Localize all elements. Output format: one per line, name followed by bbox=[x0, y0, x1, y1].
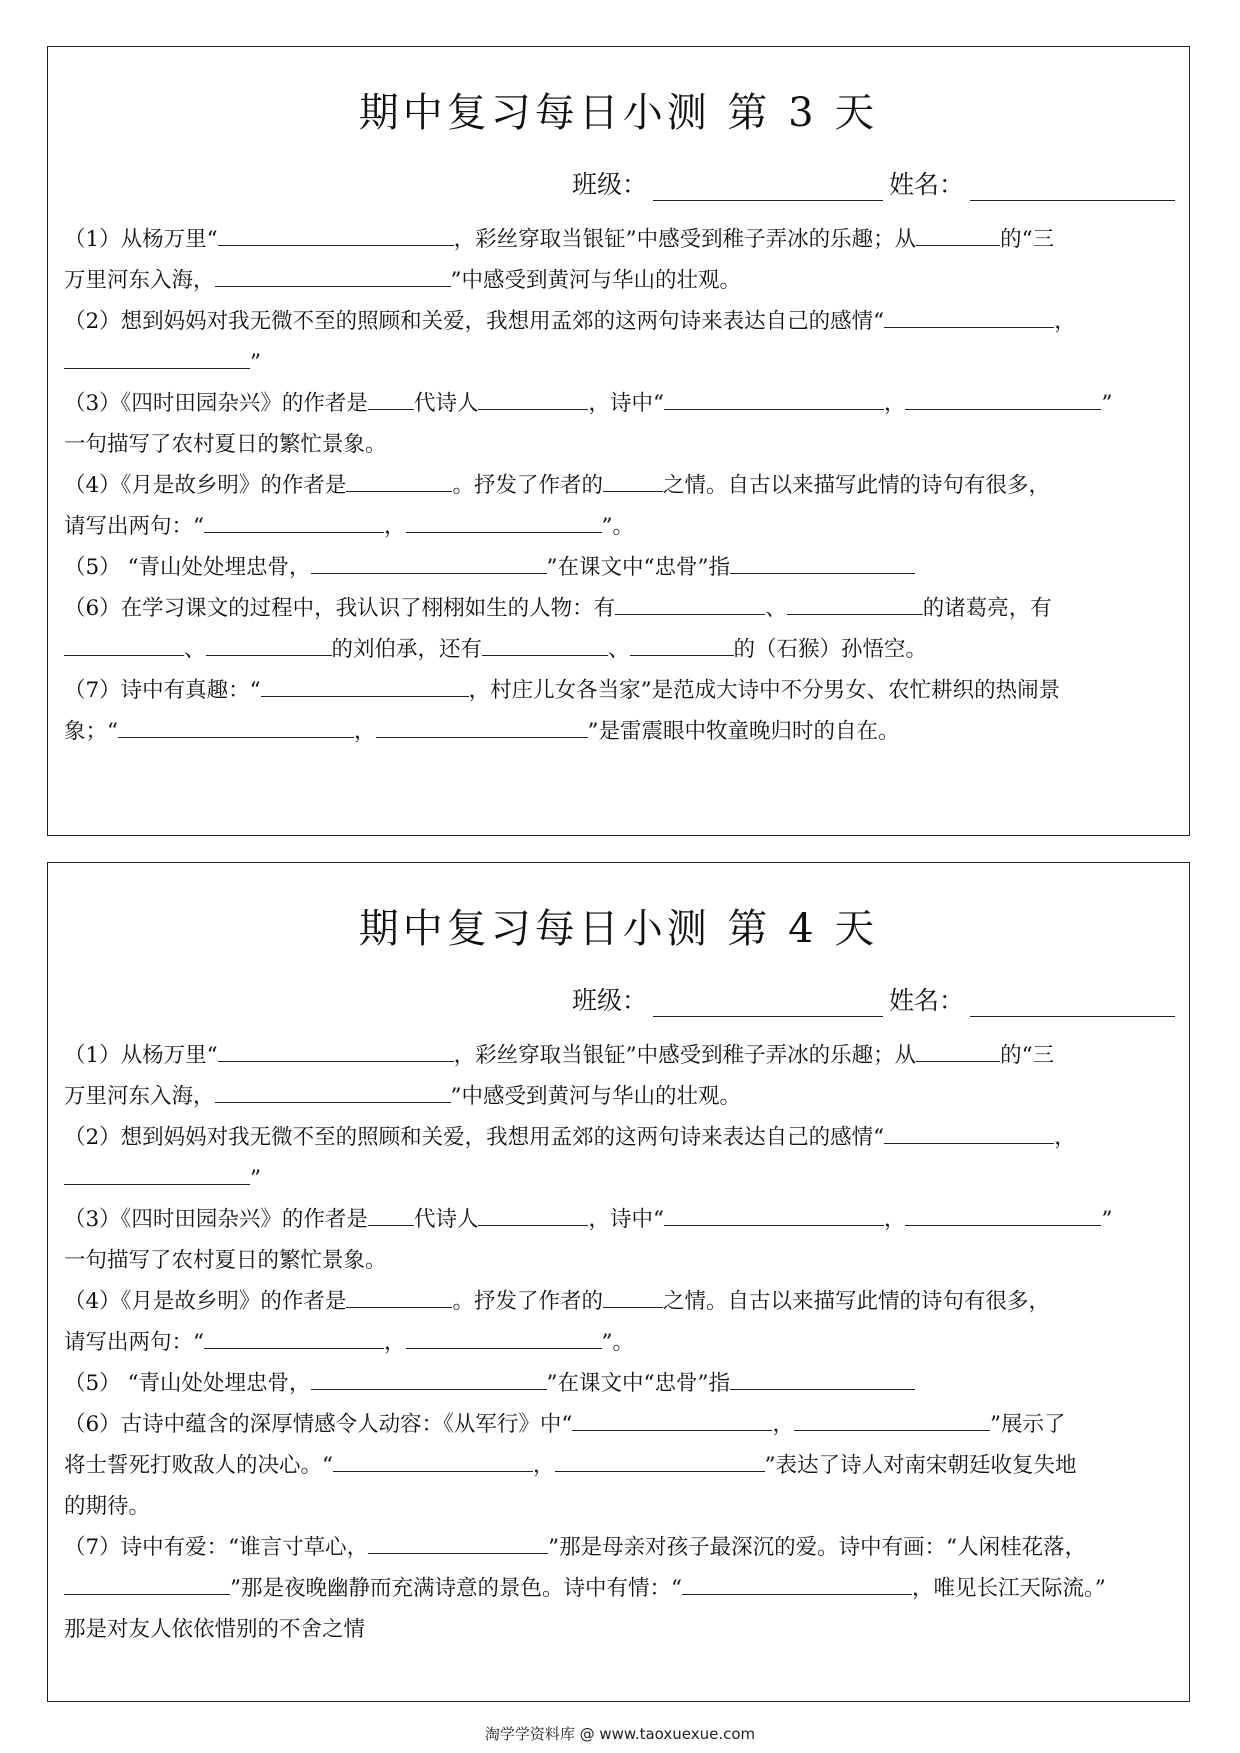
answer-blank[interactable] bbox=[346, 1283, 452, 1308]
answer-blank[interactable] bbox=[884, 1119, 1054, 1144]
question-text: ，诗中“ bbox=[588, 391, 664, 416]
question-list bbox=[64, 219, 1177, 752]
answer-blank[interactable] bbox=[905, 385, 1101, 410]
question-text: 。抒发了作者的 bbox=[452, 473, 603, 498]
question-4 bbox=[64, 1281, 1177, 1322]
answer-blank[interactable] bbox=[64, 1160, 250, 1185]
question-5 bbox=[64, 1363, 1177, 1404]
question-text: ， bbox=[384, 1330, 406, 1355]
question-2 bbox=[64, 1117, 1177, 1158]
answer-blank[interactable] bbox=[884, 303, 1054, 328]
answer-blank[interactable] bbox=[794, 1406, 990, 1431]
question-1 bbox=[64, 1035, 1177, 1076]
name-label: 姓名： bbox=[888, 170, 964, 199]
question-text: 一句描写了农村夏日的繁忙景象。 bbox=[64, 432, 387, 457]
question-1 bbox=[64, 219, 1177, 260]
answer-blank[interactable] bbox=[555, 1447, 765, 1472]
question-text: 将士誓死打败敌人的决心。“ bbox=[64, 1453, 333, 1478]
question-7-cont-2 bbox=[64, 1609, 1177, 1650]
question-text: ， bbox=[883, 391, 906, 416]
answer-blank[interactable] bbox=[368, 1201, 414, 1226]
answer-blank[interactable] bbox=[787, 590, 923, 615]
question-text: ”在课文中“忠骨”指 bbox=[546, 555, 730, 580]
question-7-cont bbox=[64, 1568, 1177, 1609]
question-text: ”是雷震眼中牧童晚归时的自在。 bbox=[587, 719, 900, 744]
question-text: ”在课文中“忠骨”指 bbox=[546, 1371, 730, 1396]
answer-blank[interactable] bbox=[64, 344, 250, 369]
question-text: （4）《月是故乡明》的作者是 bbox=[64, 1289, 347, 1314]
answer-blank[interactable] bbox=[682, 1570, 912, 1595]
question-text: ”中感受到黄河与华山的壮观。 bbox=[450, 1084, 742, 1109]
question-text: ， bbox=[772, 1412, 794, 1437]
question-text: 的（石猴）孙悟空。 bbox=[733, 637, 928, 662]
answer-blank[interactable] bbox=[478, 1201, 588, 1226]
question-text: ， bbox=[1054, 309, 1076, 334]
question-text: 的期待。 bbox=[64, 1494, 151, 1519]
question-text: （3）《四时田园杂兴》的作者是 bbox=[64, 391, 368, 416]
footer-watermark: 淘学学资料库 @ www.taoxuexue.com bbox=[484, 1725, 756, 1743]
question-text: （7）诗中有爱：“谁言寸草心， bbox=[64, 1535, 369, 1560]
question-text: 请写出两句：“ bbox=[64, 1330, 204, 1355]
name-blank[interactable] bbox=[970, 994, 1175, 1017]
question-text: ，唯见长江天际流。” bbox=[912, 1576, 1106, 1601]
answer-blank[interactable] bbox=[664, 385, 884, 410]
question-text: ” bbox=[250, 350, 261, 375]
question-text: 代诗人 bbox=[413, 1207, 479, 1232]
question-text: ， bbox=[1054, 1125, 1076, 1150]
name-label: 姓名： bbox=[888, 986, 964, 1015]
question-4-cont bbox=[64, 506, 1177, 547]
question-1-cont bbox=[64, 1076, 1177, 1117]
question-text: （2）想到妈妈对我无微不至的照顾和关爱，我想用孟郊的这两句诗来表达自己的感情“ bbox=[64, 1125, 885, 1150]
question-5 bbox=[64, 547, 1177, 588]
name-blank[interactable] bbox=[970, 178, 1175, 201]
question-6 bbox=[64, 588, 1177, 629]
answer-blank[interactable] bbox=[218, 1037, 454, 1062]
question-text: ”中感受到黄河与华山的壮观。 bbox=[450, 268, 742, 293]
question-text: （5） “青山处处埋忠骨， bbox=[64, 555, 311, 580]
answer-blank[interactable] bbox=[376, 713, 588, 738]
answer-blank[interactable] bbox=[311, 1365, 547, 1390]
question-text: 万里河东入海， bbox=[64, 268, 215, 293]
answer-blank[interactable] bbox=[118, 713, 354, 738]
answer-blank[interactable] bbox=[64, 631, 184, 656]
answer-blank[interactable] bbox=[346, 467, 452, 492]
answer-blank[interactable] bbox=[572, 1406, 772, 1431]
question-text: 万里河东入海， bbox=[64, 1084, 215, 1109]
question-text: ”那是夜晚幽静而充满诗意的景色。诗中有情：“ bbox=[230, 1576, 682, 1601]
question-2 bbox=[64, 301, 1177, 342]
question-text: 请写出两句：“ bbox=[64, 514, 204, 539]
question-text: 代诗人 bbox=[413, 391, 479, 416]
question-3-cont bbox=[64, 424, 1177, 465]
question-text: ” bbox=[1101, 1207, 1113, 1232]
question-text: 、 bbox=[765, 596, 787, 621]
question-text: 的刘伯承，还有 bbox=[331, 637, 483, 662]
question-text: ， bbox=[384, 514, 406, 539]
answer-blank[interactable] bbox=[333, 1447, 533, 1472]
question-text: ”表达了诗人对南宋朝廷收复失地 bbox=[764, 1453, 1077, 1478]
answer-blank[interactable] bbox=[630, 631, 734, 656]
answer-blank[interactable] bbox=[206, 631, 332, 656]
answer-blank[interactable] bbox=[311, 549, 547, 574]
class-label: 班级： bbox=[571, 170, 647, 199]
question-text: ，村庄儿女各当家”是范成大诗中不分男女、农忙耕织的热闹景 bbox=[468, 678, 1061, 703]
question-text: （4）《月是故乡明》的作者是 bbox=[64, 473, 347, 498]
question-text: ，诗中“ bbox=[588, 1207, 664, 1232]
answer-blank[interactable] bbox=[218, 221, 454, 246]
quiz-card-day-4 bbox=[47, 862, 1190, 1702]
question-3-cont bbox=[64, 1240, 1177, 1281]
question-text: ，彩丝穿取当银钲”中感受到稚子弄冰的乐趣；从 bbox=[453, 227, 917, 252]
question-text: （3）《四时田园杂兴》的作者是 bbox=[64, 1207, 368, 1232]
question-text: ”。 bbox=[601, 514, 635, 539]
answer-blank[interactable] bbox=[215, 262, 451, 287]
class-blank[interactable] bbox=[653, 178, 883, 201]
question-4 bbox=[64, 465, 1177, 506]
answer-blank[interactable] bbox=[905, 1201, 1101, 1226]
question-text: ”。 bbox=[601, 1330, 635, 1355]
question-4-cont bbox=[64, 1322, 1177, 1363]
answer-blank[interactable] bbox=[215, 1078, 451, 1103]
answer-blank[interactable] bbox=[730, 549, 915, 574]
question-text: （2）想到妈妈对我无微不至的照顾和关爱，我想用孟郊的这两句诗来表达自己的感情“ bbox=[64, 309, 885, 334]
answer-blank[interactable] bbox=[482, 631, 608, 656]
question-text: （7）诗中有真趣：“ bbox=[64, 678, 261, 703]
answer-blank[interactable] bbox=[204, 508, 384, 533]
answer-blank[interactable] bbox=[368, 1529, 548, 1554]
question-text: 的“三 bbox=[1000, 227, 1055, 252]
question-text: （6）古诗中蕴含的深厚情感令人动容：《从军行》中“ bbox=[64, 1412, 573, 1437]
question-text: ， bbox=[883, 1207, 906, 1232]
question-text: 一句描写了农村夏日的繁忙景象。 bbox=[64, 1248, 387, 1273]
answer-blank[interactable] bbox=[478, 385, 588, 410]
question-text: 之情。自古以来描写此情的诗句有很多， bbox=[662, 473, 1050, 498]
question-text: ， bbox=[354, 719, 376, 744]
answer-blank[interactable] bbox=[204, 1324, 384, 1349]
student-info-bar bbox=[566, 165, 1175, 201]
question-2-cont bbox=[64, 342, 1177, 383]
question-text: ” bbox=[250, 1166, 261, 1191]
answer-blank[interactable] bbox=[730, 1365, 915, 1390]
question-text: 、 bbox=[608, 637, 630, 662]
answer-blank[interactable] bbox=[261, 672, 469, 697]
question-list bbox=[64, 1035, 1177, 1650]
question-text: （1）从杨万里“ bbox=[64, 1043, 218, 1068]
answer-blank[interactable] bbox=[406, 1324, 602, 1349]
class-blank[interactable] bbox=[653, 994, 883, 1017]
question-3 bbox=[64, 383, 1177, 424]
question-2-cont bbox=[64, 1158, 1177, 1199]
question-text: 的“三 bbox=[1000, 1043, 1055, 1068]
question-text: ” bbox=[1101, 391, 1113, 416]
question-text: ”那是母亲对孩子最深沉的爱。诗中有画：“人闲桂花落， bbox=[548, 1535, 1087, 1560]
question-6-cont bbox=[64, 629, 1177, 670]
question-text: （6）在学习课文的过程中，我认识了栩栩如生的人物：有 bbox=[64, 596, 616, 621]
answer-blank[interactable] bbox=[64, 1570, 230, 1595]
question-text: 象；“ bbox=[64, 719, 118, 744]
answer-blank[interactable] bbox=[664, 1201, 884, 1226]
answer-blank[interactable] bbox=[615, 590, 765, 615]
answer-blank[interactable] bbox=[603, 1283, 663, 1308]
answer-blank[interactable] bbox=[368, 385, 414, 410]
question-6-cont bbox=[64, 1445, 1177, 1486]
answer-blank[interactable] bbox=[603, 467, 663, 492]
answer-blank[interactable] bbox=[916, 221, 1000, 246]
question-text: （1）从杨万里“ bbox=[64, 227, 218, 252]
answer-blank[interactable] bbox=[406, 508, 602, 533]
page-title: 期中复习每日小测 第 3 天 bbox=[358, 90, 879, 136]
question-7 bbox=[64, 670, 1177, 711]
question-7 bbox=[64, 1527, 1177, 1568]
quiz-card-day-3 bbox=[47, 46, 1190, 836]
question-text: 的诸葛亮，有 bbox=[922, 596, 1052, 621]
question-1-cont bbox=[64, 260, 1177, 301]
question-text: 之情。自古以来描写此情的诗句有很多， bbox=[662, 1289, 1050, 1314]
question-text: （5） “青山处处埋忠骨， bbox=[64, 1371, 311, 1396]
question-6-cont-2 bbox=[64, 1486, 1177, 1527]
question-text: 那是对友人依依惜别的不舍之情 bbox=[64, 1617, 366, 1642]
question-text: 。抒发了作者的 bbox=[452, 1289, 603, 1314]
question-7-cont bbox=[64, 711, 1177, 752]
class-label: 班级： bbox=[571, 986, 647, 1015]
question-6 bbox=[64, 1404, 1177, 1445]
question-3 bbox=[64, 1199, 1177, 1240]
question-text: ”展示了 bbox=[989, 1412, 1066, 1437]
page-title: 期中复习每日小测 第 4 天 bbox=[358, 906, 879, 952]
answer-blank[interactable] bbox=[916, 1037, 1000, 1062]
question-text: ，彩丝穿取当银钲”中感受到稚子弄冰的乐趣；从 bbox=[453, 1043, 917, 1068]
question-text: ， bbox=[533, 1453, 555, 1478]
student-info-bar bbox=[566, 981, 1175, 1017]
question-text: 、 bbox=[184, 637, 206, 662]
